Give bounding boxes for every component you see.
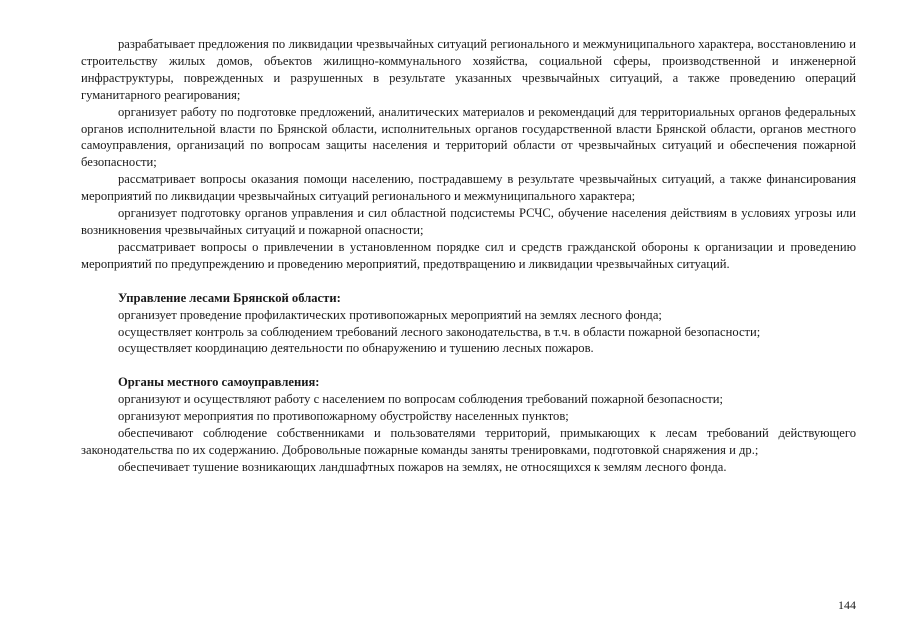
section-heading-forestry: Управление лесами Брянской области:: [118, 290, 341, 305]
paragraph: организует проведение профилактических противопожарных мероприятий на землях лесного фонда;: [118, 307, 662, 322]
paragraph: осуществляет координацию деятельности по обнаружению и тушению лесных пожаров.: [118, 341, 594, 356]
paragraph: осуществляет контроль за соблюдением требований лесного законодательства, в т.ч. в области пожарной безопасности;: [118, 324, 761, 339]
section-spacer: [81, 273, 856, 290]
page-number: 144: [838, 598, 856, 612]
paragraph: рассматривает вопросы оказания помощи населению, пострадавшему в результате чрезвычайных ситуаций, а также финансирования мероприятий по ликвидации чрезвычайных ситуаций регионального и межмуниципального характера;: [81, 172, 856, 204]
paragraph: обеспечивает тушение возникающих ландшафтных пожаров на землях, не относящихся к землям лесного фонда.: [118, 459, 727, 474]
paragraph: организуют и осуществляют работу с населением по вопросам соблюдения требований пожарной безопасности;: [118, 392, 723, 407]
paragraph: разрабатывает предложения по ликвидации чрезвычайных ситуаций регионального и межмуниципального характера, восстановлению и строительству жилых домов, объектов жилищно-коммунального хозяйства, социальной сферы, производственной и инженерной инфраструктуры, поврежденных и разрушенных в результате указанных чрезвычайных ситуаций, а также проведению операций гуманитарного реагирования;: [81, 37, 856, 102]
paragraph: организует работу по подготовке предложений, аналитических материалов и рекомендаций для территориальных органов федеральных органов исполнительной власти по Брянской области, исполнительных органов государственной власти Брянской области, органов местного самоуправления, организаций по вопросам защиты населения и территорий области от чрезвычайных ситуаций и обеспечения пожарной безопасности;: [81, 104, 856, 170]
paragraph: обеспечивают соблюдение собственниками и пользователями территорий, примыкающих к лесам требований действующего законодательства по их содержанию. Добровольные пожарные команды заняты тренировками, подготовкой снаряжения и др.;: [81, 426, 856, 457]
paragraph: организуют мероприятия по противопожарному обустройству населенных пунктов;: [118, 409, 569, 424]
paragraph: рассматривает вопросы о привлечении в установленном порядке сил и средств гражданской обороны к организации и проведению мероприятий по предупреждению и проведению мероприятий, предотвращению и ликвидации чрезвычайных ситуаций.: [81, 239, 856, 271]
section-spacer: [81, 357, 856, 374]
section-heading-local-government: Органы местного самоуправления:: [118, 375, 320, 390]
paragraph: организует подготовку органов управления и сил областной подсистемы РСЧС, обучение населения действиям в условиях угрозы или возникновения чрезвычайных ситуаций и пожарной опасности;: [81, 206, 856, 237]
